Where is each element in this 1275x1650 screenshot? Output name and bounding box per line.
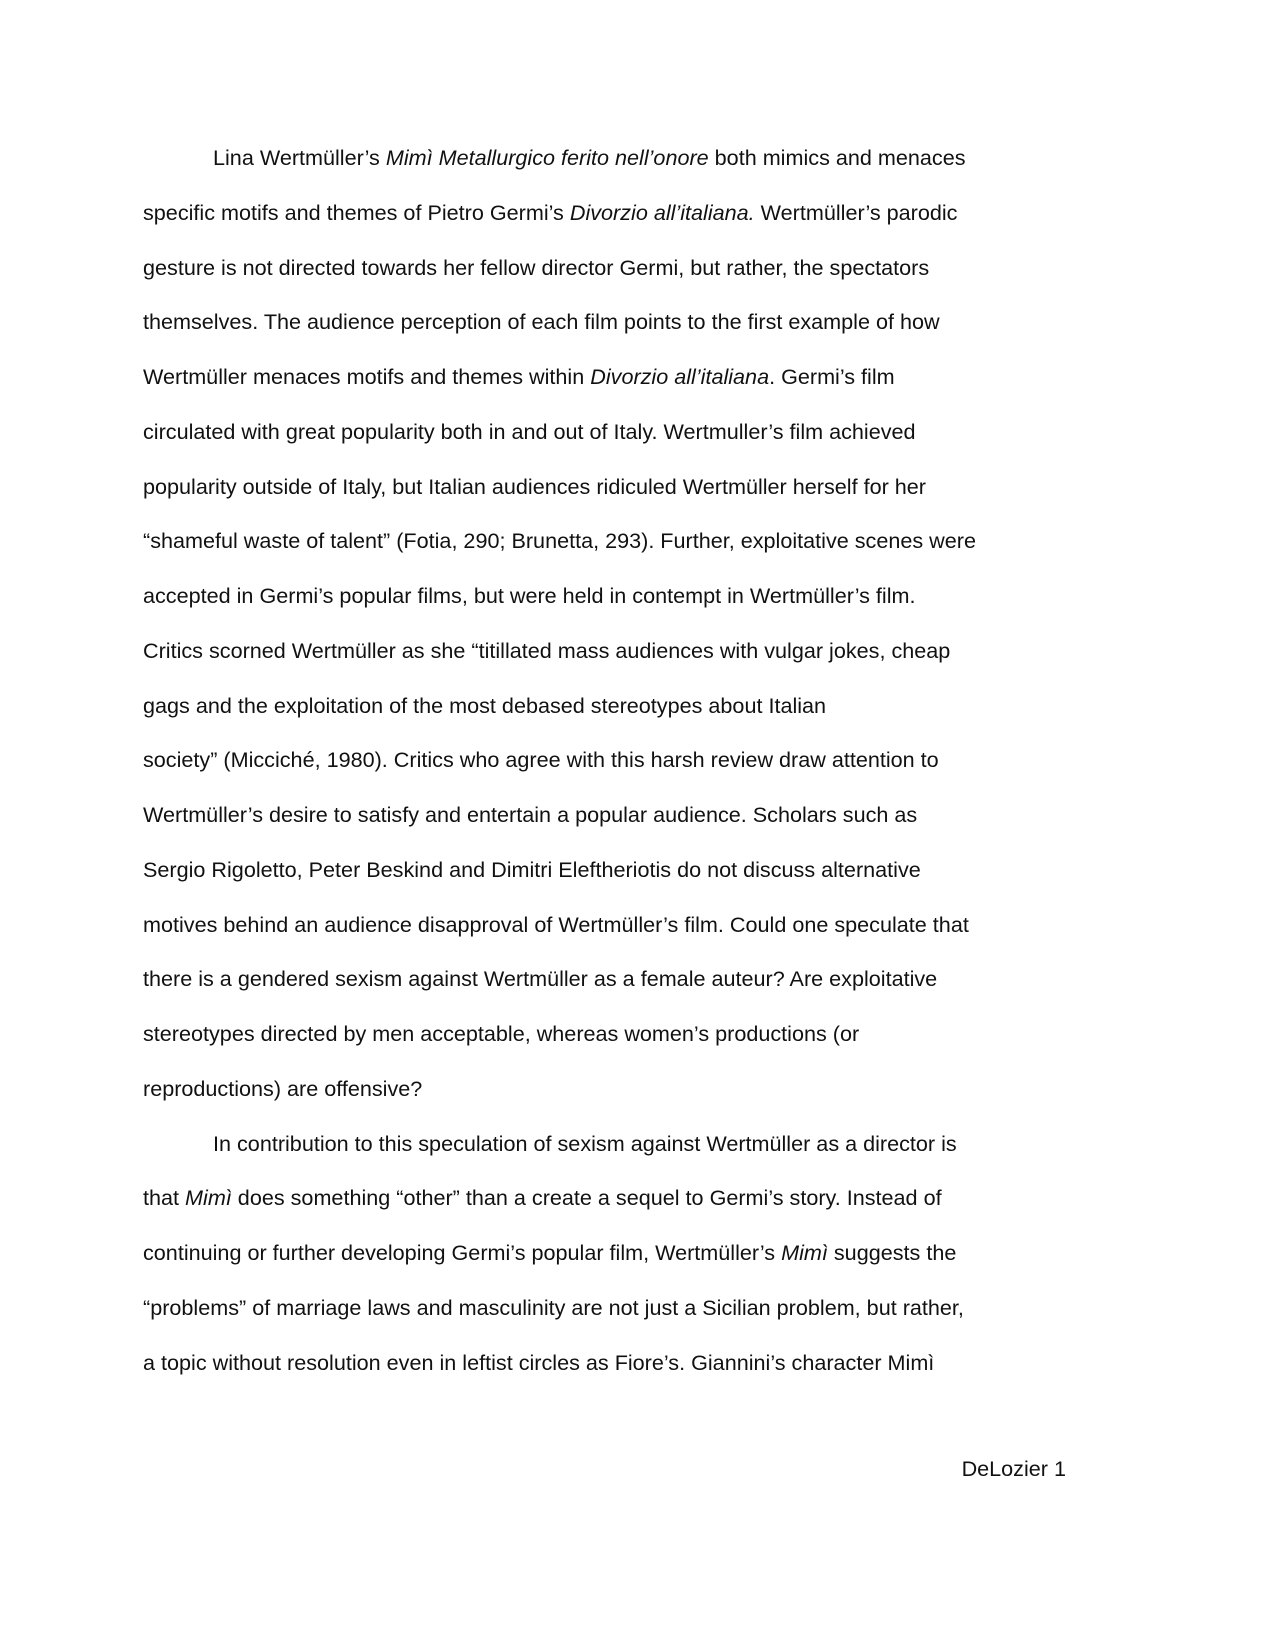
- text-segment: . Germi’s film: [769, 364, 895, 389]
- text-line: [143, 1336, 1073, 1391]
- text-segment: Sergio Rigoletto, Peter Beskind and Dimitri Eleftheriotis do not discuss alternative: [143, 856, 921, 882]
- text-segment: that: [143, 1185, 186, 1211]
- text-line: [143, 1117, 1073, 1172]
- page-footer: DeLozier 1: [961, 1456, 1066, 1481]
- text-segment: suggests the: [827, 1240, 957, 1265]
- text-line: [143, 1007, 1073, 1062]
- text-segment: Wertmüller’s desire to satisfy and entertain a popular audience. Scholars such as: [143, 802, 918, 827]
- text-line: [143, 569, 1073, 624]
- document-body: [143, 131, 1073, 1390]
- text-segment: Critics scorned Wertmüller as she “titillated mass audiences with vulgar jokes, cheap: [143, 637, 951, 663]
- italic-title: Mimì: [185, 1185, 232, 1211]
- text-line: [143, 295, 1073, 350]
- text-segment: does something “other” than a create a sequel to Germi’s story. Instead of: [231, 1185, 942, 1211]
- text-segment: themselves. The audience perception of each film points to the first example of how: [143, 309, 940, 335]
- italic-title: Divorzio all’italiana: [590, 364, 770, 389]
- text-line: [143, 733, 1073, 788]
- text-line: [143, 624, 1073, 679]
- text-segment: Wertmüller menaces motifs and themes within: [143, 364, 591, 389]
- text-line: [143, 460, 1073, 515]
- text-line: [143, 843, 1073, 898]
- text-segment: “shameful waste of talent” (Fotia, 290; Brunetta, 293). Further, exploitative scenes were: [143, 528, 976, 554]
- text-line: [143, 241, 1073, 296]
- text-segment: motives behind an audience disapproval of Wertmüller’s film. Could one speculate that: [143, 911, 969, 937]
- text-line: [143, 405, 1073, 460]
- text-segment: society” (Micciché, 1980). Critics who agree with this harsh review draw attention to: [143, 747, 939, 773]
- text-line: [143, 514, 1073, 569]
- text-segment: stereotypes directed by men acceptable, whereas women’s productions (or: [143, 1021, 860, 1046]
- text-line: [143, 898, 1073, 953]
- text-segment: both mimics and menaces: [708, 145, 966, 170]
- italic-title: Divorzio all’italiana.: [569, 199, 755, 225]
- text-segment: accepted in Germi’s popular films, but were held in contempt in Wertmüller’s film.: [143, 583, 916, 608]
- text-line: [143, 131, 1073, 186]
- text-segment: a topic without resolution even in leftist circles as Fiore’s. Giannini’s character Mimì: [143, 1349, 935, 1375]
- text-line: [143, 679, 1073, 734]
- text-segment: continuing or further developing Germi’s popular film, Wertmüller’s: [143, 1240, 782, 1265]
- text-segment: specific motifs and themes of Pietro Germi’s: [143, 199, 570, 225]
- italic-title: Mimì Metallurgico ferito nell’onore: [385, 145, 709, 170]
- text-segment: reproductions) are offensive?: [143, 1075, 423, 1101]
- text-segment: “problems” of marriage laws and masculinity are not just a Sicilian problem, but rather,: [143, 1294, 964, 1320]
- text-segment: there is a gendered sexism against Wertmüller as a female auteur? Are exploitative: [143, 966, 938, 992]
- text-segment: circulated with great popularity both in and out of Italy. Wertmuller’s film achieved: [143, 418, 916, 444]
- text-line: [143, 788, 1073, 843]
- text-line: [143, 1281, 1073, 1336]
- text-segment: gesture is not directed towards her fellow director Germi, but rather, the spectators: [143, 254, 930, 280]
- paragraph: [143, 1117, 1073, 1391]
- text-line: [143, 186, 1073, 241]
- text-line: [143, 952, 1073, 1007]
- text-segment: gags and the exploitation of the most debased stereotypes about Italian: [143, 692, 827, 718]
- text-segment: Wertmüller’s parodic: [754, 199, 958, 225]
- text-segment: In contribution to this speculation of sexism against Wertmüller as a director is: [213, 1130, 957, 1156]
- text-line: [143, 1171, 1073, 1226]
- text-segment: Lina Wertmüller’s: [213, 145, 386, 170]
- text-line: [143, 1226, 1073, 1281]
- paragraph: [143, 131, 1073, 1117]
- text-line: [143, 1062, 1073, 1117]
- italic-title: Mimì: [781, 1240, 828, 1265]
- text-line: [143, 350, 1073, 405]
- text-segment: popularity outside of Italy, but Italian audiences ridiculed Wertmüller herself for her: [143, 473, 926, 499]
